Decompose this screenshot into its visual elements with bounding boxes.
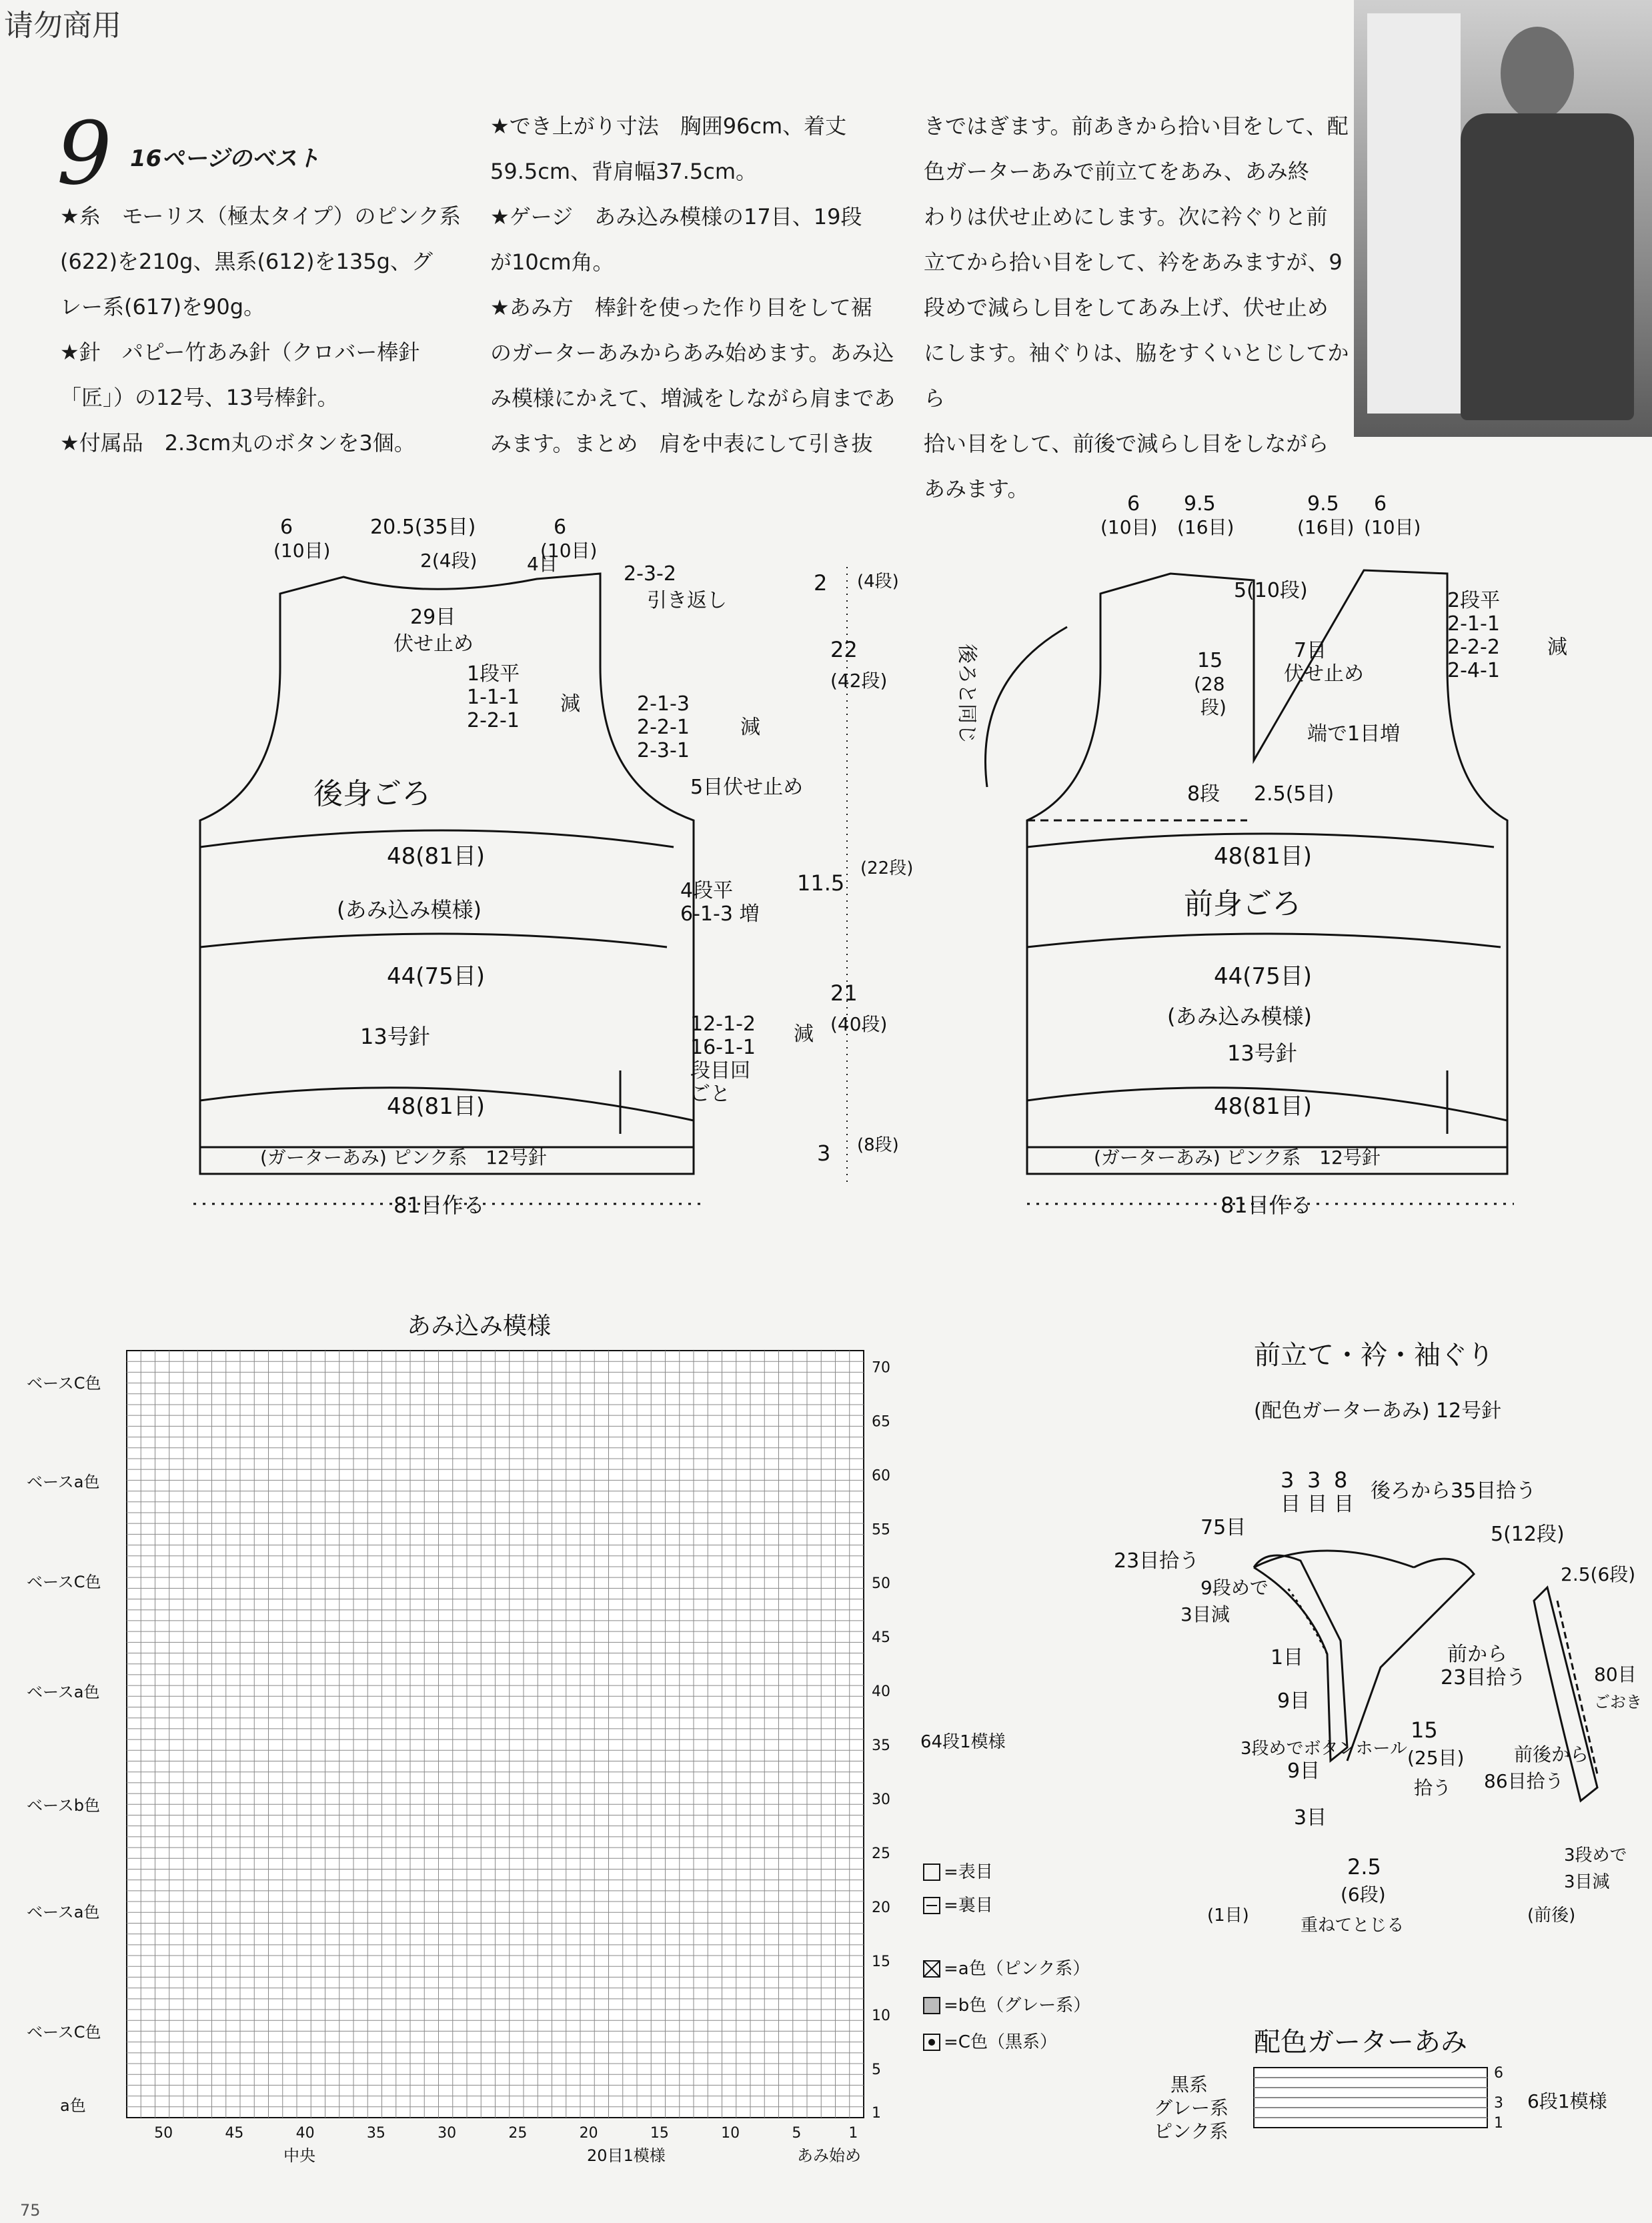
chart-row-number: 25 — [872, 1845, 890, 1863]
chart-base-5: ベースb色 — [27, 1796, 101, 1815]
back-d5: ごと — [690, 1082, 730, 1106]
back-short-rows: 2-3-2 — [624, 562, 676, 586]
chart-col-number: 20 — [579, 2125, 598, 2142]
band-3me: 3目 — [1294, 1806, 1327, 1829]
chart-col-numbers — [154, 2125, 858, 2142]
front-neck-2: 2段平 — [1447, 589, 1501, 612]
height-4: 21 — [830, 980, 858, 1006]
band-3dan: 3段めで — [1564, 1845, 1627, 1866]
front-top-3: 9.5 — [1307, 492, 1339, 516]
chart-base-6: ベースa色 — [27, 1903, 100, 1922]
back-top-neck: 20.5(35目) — [370, 516, 476, 539]
chart-row-number: 20 — [872, 1900, 890, 1917]
back-top-w2b: (10目) — [540, 540, 598, 562]
height-3b: (22段) — [860, 858, 914, 878]
front-pattern: (あみ込み模様) — [1167, 1004, 1312, 1029]
front-neck-5: 2-4-1 — [1447, 659, 1500, 682]
back-a4: 減 — [740, 716, 760, 739]
band-2-5-6: 2.5(6段) — [1561, 1563, 1636, 1585]
band-3b: 3 — [1307, 1467, 1321, 1493]
chart-base-1: ベースC色 — [27, 1374, 101, 1393]
back-neck-bindoff: 伏せ止め — [393, 632, 474, 656]
pattern-subtitle: 16ページのベスト — [130, 145, 320, 172]
height-4b: (40段) — [830, 1013, 888, 1035]
chart-row-number: 1 — [872, 2104, 881, 2122]
band-1me-b: (1目) — [1207, 1906, 1249, 1926]
model-photo — [1354, 0, 1652, 437]
front-needle: 13号針 — [1227, 1040, 1297, 1066]
band-8: 8 — [1334, 1467, 1348, 1493]
chart-row-number: 70 — [872, 1359, 890, 1377]
back-title: 後身ごろ — [313, 777, 431, 811]
back-top-w1b: (10目) — [273, 540, 331, 562]
chart-row-number: 65 — [872, 1413, 890, 1431]
chart-base-3: ベースC色 — [27, 1573, 101, 1591]
instructions-text-1: ★でき上がり寸法 胸囲96cm、着丈 59.5cm、背肩幅37.5cm。 ★ゲージ あみ込み模様の17目、19段 が10cm角。 ★あみ方 棒針を使った作り目をして裾 のガーターあみからあみ始めます。あみ込 み模様にかえて、増減をしながら肩まであ みます。まとめ 肩を中表にして引き抜 — [490, 113, 896, 456]
garter-title: 配色ガーターあみ — [1254, 2027, 1467, 2058]
chart-base-2: ベースa色 — [27, 1473, 100, 1491]
band-9a: 9目 — [1277, 1689, 1311, 1713]
front-w44: 44(75目) — [1214, 963, 1313, 990]
back-w44: 44(75目) — [387, 963, 486, 990]
front-neck-7: 7目 — [1294, 639, 1327, 662]
chart-row-number: 40 — [872, 1683, 890, 1701]
front-neck-6: 減 — [1547, 636, 1567, 659]
front-garter: (ガーターあみ) ピンク系 12号針 — [1094, 1147, 1381, 1169]
back-d2: 16-1-1 — [690, 1036, 756, 1059]
back-a1: 2-1-3 — [637, 692, 690, 716]
front-w48b: 48(81目) — [1214, 1093, 1313, 1120]
chart-rows-repeat: 64段1模様 — [920, 1732, 1006, 1752]
front-neck-4: 2-2-2 — [1447, 636, 1500, 659]
front-neck-11: 段) — [1200, 696, 1226, 718]
front-caston: 81目作る — [1220, 1193, 1312, 1218]
front-neck-10: (28 — [1194, 673, 1225, 695]
back-top-rows: 2(4段) — [420, 550, 478, 572]
band-80: 80目 — [1594, 1663, 1637, 1685]
back-d4: 減 — [794, 1022, 814, 1046]
chart-legend — [924, 1864, 940, 2050]
chart-row-number: 10 — [872, 2008, 890, 2025]
band-5-12: 5(12段) — [1491, 1523, 1565, 1546]
chart-row-number: 55 — [872, 1521, 890, 1539]
front-top-1b: (10目) — [1100, 516, 1158, 538]
legend-color-a: =a色（ピンク系） — [944, 1959, 1090, 1979]
band-title: 前立て・衿・袖ぐり — [1254, 1340, 1494, 1371]
chart-col-number: 50 — [154, 2125, 173, 2142]
band-3dec: 3目減 — [1180, 1603, 1230, 1625]
back-d3: 段目回 — [690, 1059, 750, 1082]
chart-col-number: 15 — [650, 2125, 669, 2142]
band-3a: 3 — [1281, 1467, 1295, 1493]
chart-title: あみ込み模様 — [407, 1313, 552, 1340]
chart-row-number: 5 — [872, 2062, 881, 2079]
band-23a: 23目拾う — [1114, 1549, 1200, 1573]
front-top-3b: (16目) — [1297, 516, 1355, 538]
band-pickup: 拾う — [1414, 1777, 1452, 1799]
back-top-sts: 4目 — [527, 553, 558, 575]
front-top-2b: (16目) — [1177, 516, 1234, 538]
front-top-1: 6 — [1127, 492, 1140, 516]
chart-row-number: 30 — [872, 1791, 890, 1809]
back-pattern: (あみ込み模様) — [337, 897, 482, 922]
legend-color-b: =b色（グレー系） — [944, 1996, 1091, 2016]
chart-col-number: 35 — [366, 2125, 385, 2142]
band-me1: 目 — [1281, 1493, 1301, 1516]
garter-num-3: 3 — [1494, 2095, 1503, 2112]
legend-knit: =表目 — [944, 1862, 993, 1882]
band-every: ごおき — [1594, 1693, 1642, 1711]
band-23b: 23目拾う — [1441, 1666, 1527, 1689]
front-neck-1: 5(10段) — [1234, 579, 1308, 602]
chart-col-number: 10 — [721, 2125, 740, 2142]
chart-col-number: 30 — [438, 2125, 457, 2142]
band-25: (25目) — [1407, 1747, 1465, 1769]
front-neck-12: 端で1目増 — [1307, 722, 1401, 746]
height-2: 22 — [830, 637, 858, 662]
colorwork-chart — [127, 1351, 864, 2118]
knitting-diagrams — [0, 467, 1652, 2201]
back-short-rows-label: 引き返し — [647, 589, 727, 612]
chart-col-number: 40 — [295, 2125, 315, 2142]
legend-purl: =裏目 — [944, 1896, 993, 1916]
band-me3: 目 — [1334, 1493, 1354, 1516]
chart-col-number: 45 — [225, 2125, 244, 2142]
back-a3: 2-3-1 — [637, 739, 690, 762]
chart-row-number: 35 — [872, 1737, 890, 1755]
chart-base-8: a色 — [60, 2096, 86, 2115]
chart-repeat: 20目1模様 — [587, 2146, 666, 2165]
chart-col-number: 25 — [508, 2125, 528, 2142]
instructions-text-2: きではぎます。前あきから拾い目をして、配 色ガーターあみで前立てをあみ、あみ終 わりは伏せ止めにします。次に衿ぐりと前 立てから拾い目をして、衿をあみますが、9 段めで減らし目をしてあみ上げ、伏せ止め にします。袖ぐりは、脇をすくいとじしてから 拾い目をして、前後で減らし目をしながら あみます。 — [924, 113, 1349, 502]
back-neck-sts: 29目 — [410, 606, 456, 629]
band-subtitle: (配色ガーターあみ) 12号針 — [1254, 1399, 1502, 1423]
chart-row-number: 15 — [872, 1954, 890, 1971]
back-s1: 1段平 — [467, 662, 520, 686]
chart-base-7: ベースC色 — [27, 2023, 101, 2042]
band-1me: 1目 — [1271, 1646, 1304, 1669]
band-mae-ato: (前後) — [1527, 1906, 1576, 1926]
chart-col-number: 5 — [792, 2125, 802, 2142]
front-w48a: 48(81目) — [1214, 843, 1313, 870]
height-5b: (8段) — [857, 1135, 899, 1155]
chart-start: あみ始め — [797, 2146, 861, 2165]
height-3: 11.5 — [797, 870, 845, 896]
back-garter: (ガーターあみ) ピンク系 12号針 — [260, 1147, 547, 1169]
band-buttonhole: 3段めでボタンホール — [1241, 1739, 1408, 1759]
front-neck-9: 15 — [1197, 649, 1223, 672]
back-s4: 減 — [560, 692, 580, 716]
band-75: 75目 — [1200, 1516, 1247, 1539]
band-9b: 9目 — [1287, 1759, 1321, 1783]
band-row9: 9段めで — [1200, 1577, 1269, 1599]
front-top-4: 6 — [1374, 492, 1387, 516]
chart-row-number: 60 — [872, 1467, 890, 1485]
height-1b: (4段) — [857, 572, 899, 592]
back-w48b: 48(81目) — [387, 1093, 486, 1120]
back-w48a: 48(81目) — [387, 843, 486, 870]
garter-row-gray: グレー系 — [1154, 2097, 1229, 2119]
garter-chart — [1254, 2068, 1487, 2128]
chart-center: 中央 — [283, 2146, 315, 2165]
back-caston: 81目作る — [393, 1193, 485, 1218]
front-top-4b: (10目) — [1364, 516, 1421, 538]
back-s3: 2-2-1 — [467, 709, 520, 732]
band-from-front: 前から — [1447, 1643, 1507, 1666]
band-86: 86目拾う — [1484, 1770, 1564, 1792]
garter-row-pink: ピンク系 — [1154, 2120, 1228, 2142]
front-neck-8: 伏せ止め — [1284, 662, 1364, 686]
back-s2: 1-1-1 — [467, 686, 520, 709]
garter-row-black: 黒系 — [1170, 2074, 1208, 2096]
garter-num-6: 6 — [1494, 2065, 1503, 2082]
watermark: 请勿商用 — [4, 9, 121, 43]
band-6dan: (6段) — [1341, 1884, 1386, 1906]
band-front-back: 前後から — [1514, 1743, 1589, 1765]
front-same-as-back: 後ろと同じ — [955, 644, 978, 744]
height-2b: (42段) — [830, 670, 888, 692]
band-15: 15 — [1411, 1717, 1438, 1743]
chart-row-number: 50 — [872, 1575, 890, 1593]
chart-row-numbers — [872, 1359, 890, 2122]
front-neck-14: 2.5(5目) — [1254, 782, 1335, 806]
front-title: 前身ごろ — [1184, 887, 1301, 921]
page-number: 75 — [20, 2201, 41, 2220]
back-top-w1: 6 — [280, 516, 293, 539]
band-pickup-back: 後ろから35目拾う — [1371, 1479, 1537, 1503]
back-a2: 2-2-1 — [637, 716, 690, 739]
chart-base-4: ベースa色 — [27, 1683, 100, 1701]
back-incr1: 4段平 — [680, 879, 734, 902]
back-castoff: 5目伏せ止め — [690, 776, 804, 799]
materials-text: ★糸 モーリス（極太タイプ）のピンク系 (622)を210g、黒系(612)を135g、グ レー系(617)を90g。 ★針 パピー竹あみ針（クロバー棒針 「匠」）の12号、13号棒針。 ★付属品 2.3cm丸のボタンを3個。 — [60, 203, 461, 456]
band-me2: 目 — [1307, 1493, 1327, 1516]
band-3dec2: 3目減 — [1564, 1872, 1610, 1892]
chart-col-number: 1 — [848, 2125, 858, 2142]
band-overlap: 重ねてとじる — [1301, 1916, 1405, 1936]
back-top-w2: 6 — [554, 516, 567, 539]
height-1: 2 — [814, 570, 828, 596]
pattern-number: 9 — [57, 103, 112, 204]
back-incr2: 6-1-3 増 — [680, 902, 760, 926]
garter-num-1: 1 — [1494, 2115, 1503, 2132]
legend-color-c: =C色（黒系） — [944, 2032, 1057, 2052]
front-neck-3: 2-1-1 — [1447, 612, 1500, 636]
front-top-2: 9.5 — [1184, 492, 1216, 516]
garter-repeat: 6段1模様 — [1527, 2090, 1607, 2112]
back-needle: 13号針 — [360, 1024, 430, 1049]
band-2-5: 2.5 — [1347, 1854, 1381, 1880]
height-5: 3 — [817, 1141, 831, 1166]
chart-row-number: 45 — [872, 1629, 890, 1647]
back-d1: 12-1-2 — [690, 1012, 756, 1036]
front-neck-13: 8段 — [1187, 782, 1220, 806]
